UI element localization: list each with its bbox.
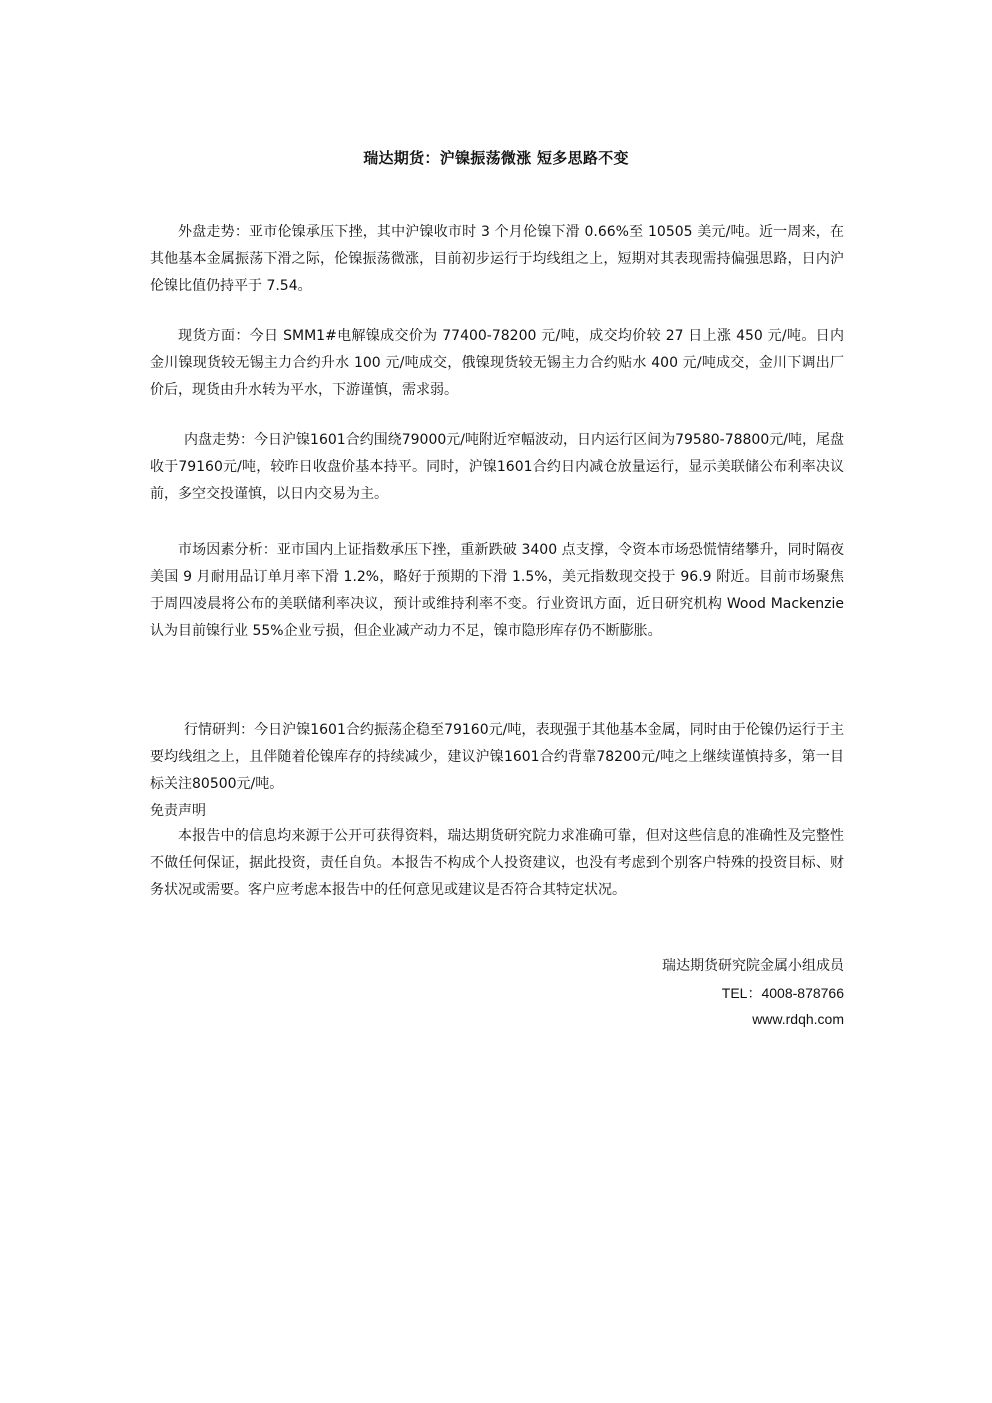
paragraph-spot-market: 现货方面：今日 SMM1#电解镍成交价为 77400-78200 元/吨，成交均价较 27 日上涨 450 元/吨。日内金川镍现货较无锡主力合约升水 100 元/吨成交，俄镍现货较无锡主力合约贴水 400 元/吨成交，金川下调出厂价后，现货由升水转为平水，下游谨慎，需求弱。 bbox=[150, 328, 844, 398]
footer-author: 瑞达期货研究院金属小组成员 bbox=[662, 958, 844, 974]
disclaimer-heading: 免责声明 bbox=[150, 803, 206, 819]
footer-website-link[interactable]: www.rdqh.com bbox=[752, 1011, 844, 1027]
paragraph-overseas-market: 外盘走势：亚市伦镍承压下挫，其中沪镍收市时 3 个月伦镍下滑 0.66%至 10505 美元/吨。近一周来，在其他基本金属振荡下滑之际，伦镍振荡微涨，目前初步运行于均线组之上，短期对其表现需持偏强思路，日内沪伦镍比值仍持平于 7.54。 bbox=[150, 224, 844, 294]
disclaimer-body: 本报告中的信息均来源于公开可获得资料，瑞达期货研究院力求准确可靠，但对这些信息的准确性及完整性不做任何保证，据此投资，责任自负。本报告不构成个人投资建议，也没有考虑到个别客户特殊的投资目标、财务状况或需要。客户应考虑本报告中的任何意见或建议是否符合其特定状况。 bbox=[150, 828, 844, 898]
paragraph-market-outlook: 行情研判：今日沪镍1601合约振荡企稳至79160元/吨，表现强于其他基本金属，同时由于伦镍仍运行于主要均线组之上，且伴随着伦镍库存的持续减少，建议沪镍1601合约背靠78200元/吨之上继续谨慎持多，第一目标关注80500元/吨。 bbox=[150, 722, 844, 792]
document-title: 瑞达期货：沪镍振荡微涨 短多思路不变 bbox=[363, 149, 629, 167]
footer-telephone: TEL：4008-878766 bbox=[721, 985, 844, 1001]
paragraph-domestic-market: 内盘走势：今日沪镍1601合约围绕79000元/吨附近窄幅波动，日内运行区间为79580-78800元/吨，尾盘收于79160元/吨，较昨日收盘价基本持平。同时，沪镍1601合约日内减仓放量运行，显示美联储公布利率决议前，多空交投谨慎，以日内交易为主。 bbox=[150, 432, 844, 502]
paragraph-market-factors: 市场因素分析：亚市国内上证指数承压下挫，重新跌破 3400 点支撑，令资本市场恐慌情绪攀升，同时隔夜美国 9 月耐用品订单月率下滑 1.2%，略好于预期的下滑 1.5%，美元指数现交投于 96.9 附近。目前市场聚焦于周四凌晨将公布的美联储利率决议，预计或维持利率不变。行业资讯方面，近日研究机构 Wood Mackenzie 认为目前镍行业 55%企业亏损，但企业减产动力不足，镍市隐形库存仍不断膨胀。 bbox=[150, 542, 844, 639]
